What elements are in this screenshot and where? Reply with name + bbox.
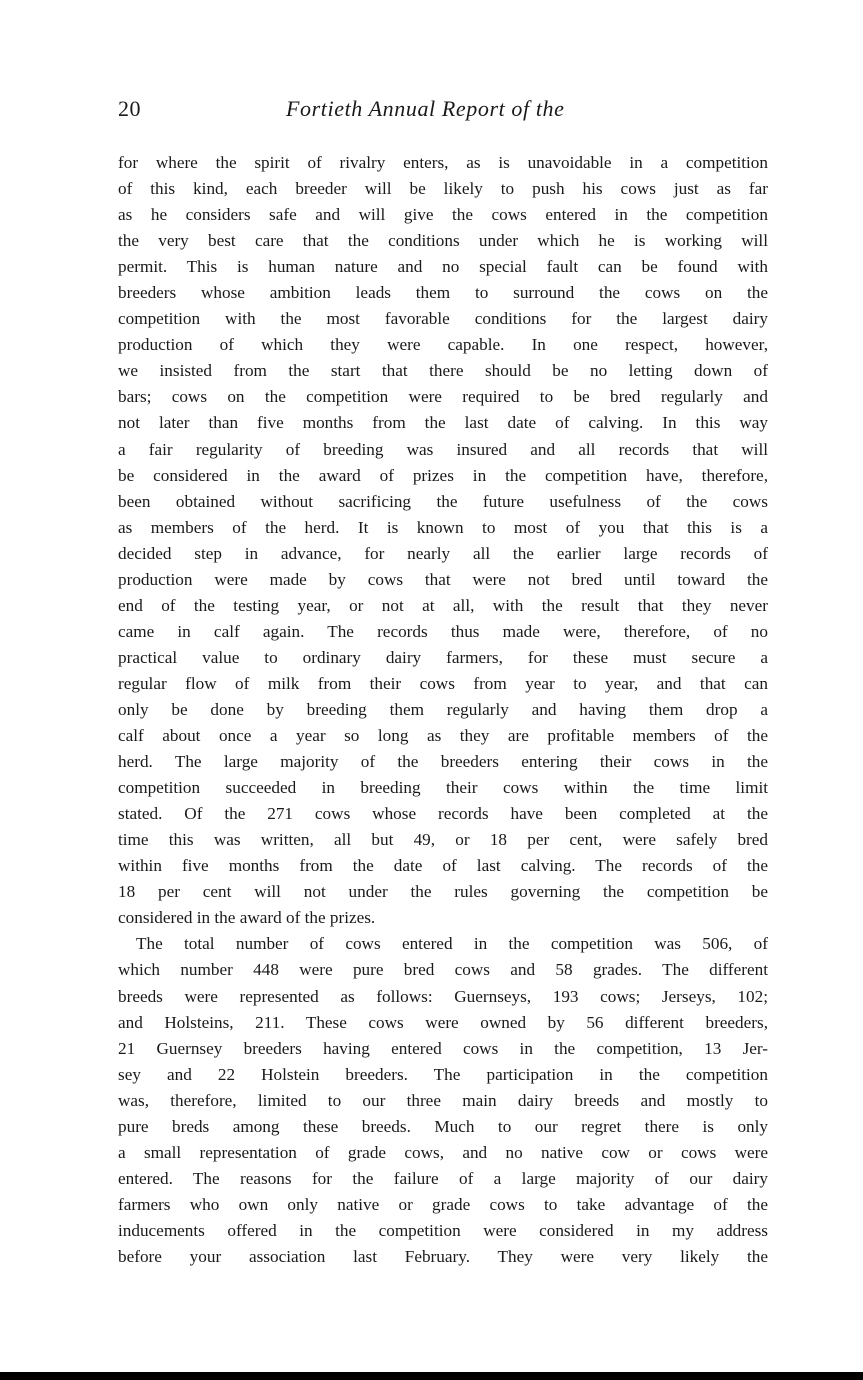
page-number: 20	[118, 96, 141, 121]
text-line: breeds were represented as follows: Guernseys, 193 cows; Jerseys, 102;	[118, 986, 768, 1006]
text-line: farmers who own only native or grade cows to take advantage of the	[118, 1194, 768, 1214]
text-line: production were made by cows that were not bred until toward the	[118, 569, 768, 589]
text-line: within five months from the date of last calving. The records of the	[118, 856, 768, 876]
running-header	[118, 96, 768, 128]
text-line: of this kind, each breeder will be likely to push his cows just as far	[118, 179, 768, 199]
text-line: 21 Guernsey breeders having entered cows in the competition, 13 Jer-	[118, 1038, 768, 1058]
running-title: Fortieth Annual Report of the	[286, 96, 565, 121]
text-line: sey and 22 Holstein breeders. The participation in the competition	[118, 1064, 768, 1084]
text-line: entered. The reasons for the failure of a large majority of our dairy	[118, 1168, 768, 1188]
text-line: a small representation of grade cows, and no native cow or cows were	[118, 1142, 768, 1162]
paragraph-2	[118, 931, 768, 1270]
text-line: before your association last February. They were very likely the	[118, 1246, 768, 1266]
paragraph-1	[118, 150, 768, 931]
text-line: stated. Of the 271 cows whose records have been completed at the	[118, 804, 768, 824]
body-text	[118, 150, 768, 1270]
text-line: as he considers safe and will give the cows entered in the competition	[118, 205, 768, 225]
text-line: which number 448 were pure bred cows and 58 grades. The different	[118, 960, 768, 980]
text-line: practical value to ordinary dairy farmers, for these must secure a	[118, 647, 768, 667]
text-line: time this was written, all but 49, or 18 per cent, were safely bred	[118, 830, 768, 850]
scan-bottom-edge	[0, 1372, 863, 1380]
text-line: been obtained without sacrificing the future usefulness of the cows	[118, 491, 768, 511]
text-line: 18 per cent will not under the rules governing the competition be	[118, 882, 768, 902]
text-line: was, therefore, limited to our three main dairy breeds and mostly to	[118, 1090, 768, 1110]
text-line: a fair regularity of breeding was insured and all records that will	[118, 439, 768, 459]
text-line: permit. This is human nature and no special fault can be found with	[118, 257, 768, 277]
text-line: end of the testing year, or not at all, with the result that they never	[118, 595, 768, 615]
text-line: only be done by breeding them regularly and having them drop a	[118, 699, 768, 719]
text-line: The total number of cows entered in the competition was 506, of	[136, 934, 768, 954]
text-line: pure breds among these breeds. Much to our regret there is only	[118, 1116, 768, 1136]
text-line: came in calf again. The records thus made were, therefore, of no	[118, 621, 768, 641]
text-line: regular flow of milk from their cows from year to year, and that can	[118, 673, 768, 693]
text-line: decided step in advance, for nearly all the earlier large records of	[118, 543, 768, 563]
text-line: production of which they were capable. In one respect, however,	[118, 335, 768, 355]
text-line: breeders whose ambition leads them to surround the cows on the	[118, 283, 768, 303]
text-line: we insisted from the start that there should be no letting down of	[118, 361, 768, 381]
text-line: and Holsteins, 211. These cows were owned by 56 different breeders,	[118, 1012, 768, 1032]
text-line: be considered in the award of prizes in the competition have, therefore,	[118, 465, 768, 485]
text-line: inducements offered in the competition were considered in my address	[118, 1220, 768, 1240]
text-line: as members of the herd. It is known to most of you that this is a	[118, 517, 768, 537]
text-line: calf about once a year so long as they are profitable members of the	[118, 726, 768, 746]
text-line: competition succeeded in breeding their cows within the time limit	[118, 778, 768, 798]
text-line: considered in the award of the prizes.	[118, 908, 376, 928]
text-line: not later than five months from the last date of calving. In this way	[118, 413, 768, 433]
text-line: bars; cows on the competition were required to be bred regularly and	[118, 387, 768, 407]
text-line: the very best care that the conditions under which he is working will	[118, 231, 768, 251]
text-line: competition with the most favorable conditions for the largest dairy	[118, 309, 768, 329]
text-line: for where the spirit of rivalry enters, as is unavoidable in a competition	[118, 153, 768, 172]
text-line: herd. The large majority of the breeders entering their cows in the	[118, 752, 768, 772]
